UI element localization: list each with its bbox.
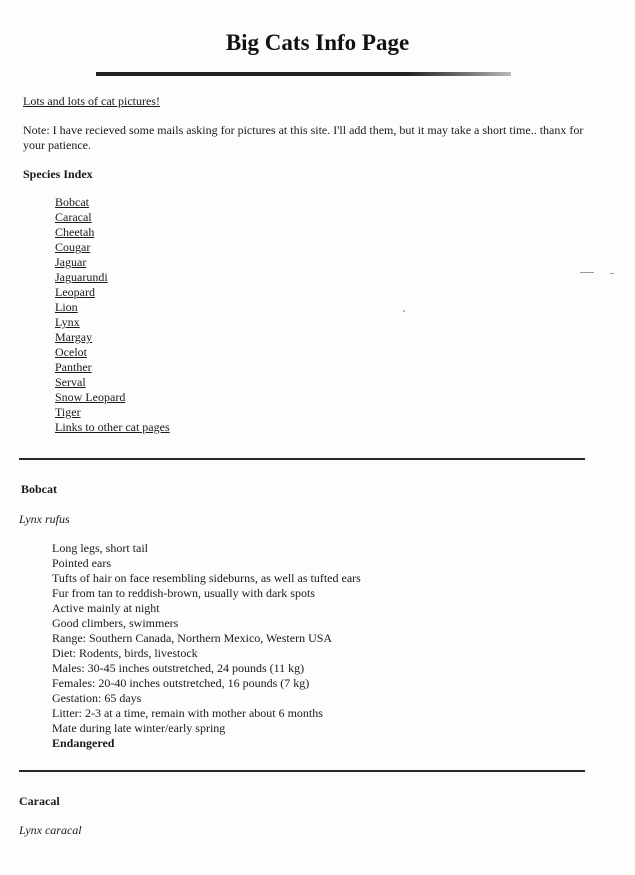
species-link[interactable]: Leopard [55, 285, 95, 299]
species-index-item [55, 390, 170, 405]
bobcat-fact: Males: 30-45 inches outstretched, 24 pounds (11 kg) [52, 661, 305, 675]
species-link[interactable]: Lynx [55, 315, 80, 329]
scan-speck [403, 310, 405, 312]
species-index-list [55, 195, 170, 435]
bobcat-status: Endangered [52, 736, 115, 750]
species-link[interactable]: Margay [55, 330, 93, 344]
bobcat-fact: Long legs, short tail [52, 541, 148, 555]
species-index-item [55, 240, 170, 255]
species-index-item [55, 255, 170, 270]
caracal-scientific-name: Lynx caracal [19, 823, 82, 837]
bobcat-fact: Litter: 2-3 at a time, remain with mother about 6 months [52, 706, 323, 720]
bobcat-fact: Fur from tan to reddish-brown, usually with dark spots [52, 586, 315, 600]
species-index-heading: Species Index [23, 167, 93, 181]
species-link[interactable]: Jaguarundi [55, 270, 108, 284]
species-link[interactable]: Bobcat [55, 195, 89, 209]
species-link[interactable]: Snow Leopard [55, 390, 126, 404]
species-index-item [55, 210, 170, 225]
species-index-item [55, 270, 170, 285]
caracal-heading: Caracal [19, 794, 60, 808]
species-index-item [55, 420, 170, 435]
bobcat-fact: Active mainly at night [52, 601, 160, 615]
bobcat-fact: Diet: Rodents, birds, livestock [52, 646, 198, 660]
species-index-item [55, 300, 170, 315]
species-index-item [55, 225, 170, 240]
species-link[interactable]: Cougar [55, 240, 91, 254]
species-link[interactable]: Lion [55, 300, 78, 314]
note-paragraph: Note: I have recieved some mails asking for pictures at this site. I'll add them, but it may take a short time.. thanx for your patience. [23, 123, 584, 152]
bobcat-fact: Females: 20-40 inches outstretched, 16 pounds (7 kg) [52, 676, 310, 690]
section-divider-2 [19, 770, 585, 772]
section-divider-1 [19, 458, 585, 460]
species-link[interactable]: Tiger [55, 405, 81, 419]
pictures-paragraph [23, 94, 160, 109]
cat-pictures-link[interactable]: Lots and lots of cat pictures! [23, 94, 160, 108]
bobcat-heading: Bobcat [21, 482, 57, 496]
species-index-item [55, 375, 170, 390]
species-link[interactable]: Cheetah [55, 225, 95, 239]
species-index-item [55, 405, 170, 420]
page-title: Big Cats Info Page [225, 30, 410, 55]
bobcat-scientific-name: Lynx rufus [19, 512, 70, 526]
title-divider [96, 72, 511, 76]
bobcat-fact: Good climbers, swimmers [52, 616, 179, 630]
scan-speck [610, 273, 614, 274]
species-index-item [55, 315, 170, 330]
species-index-item [55, 285, 170, 300]
species-link[interactable]: Caracal [55, 210, 92, 224]
bobcat-fact: Range: Southern Canada, Northern Mexico, Western USA [52, 631, 333, 645]
species-link[interactable]: Serval [55, 375, 86, 389]
species-link[interactable]: Panther [55, 360, 92, 374]
bobcat-fact: Pointed ears [52, 556, 111, 570]
bobcat-fact: Mate during late winter/early spring [52, 721, 226, 735]
bobcat-facts-list [52, 541, 361, 751]
bobcat-fact: Tufts of hair on face resembling sideburns, as well as tufted ears [52, 571, 361, 585]
bobcat-fact: Gestation: 65 days [52, 691, 142, 705]
species-link[interactable]: Jaguar [55, 255, 87, 269]
species-index-item [55, 195, 170, 210]
scan-speck [580, 272, 594, 273]
species-link[interactable]: Ocelot [55, 345, 87, 359]
species-index-item [55, 330, 170, 345]
species-index-item [55, 360, 170, 375]
species-index-item [55, 345, 170, 360]
species-link[interactable]: Links to other cat pages [55, 420, 170, 434]
